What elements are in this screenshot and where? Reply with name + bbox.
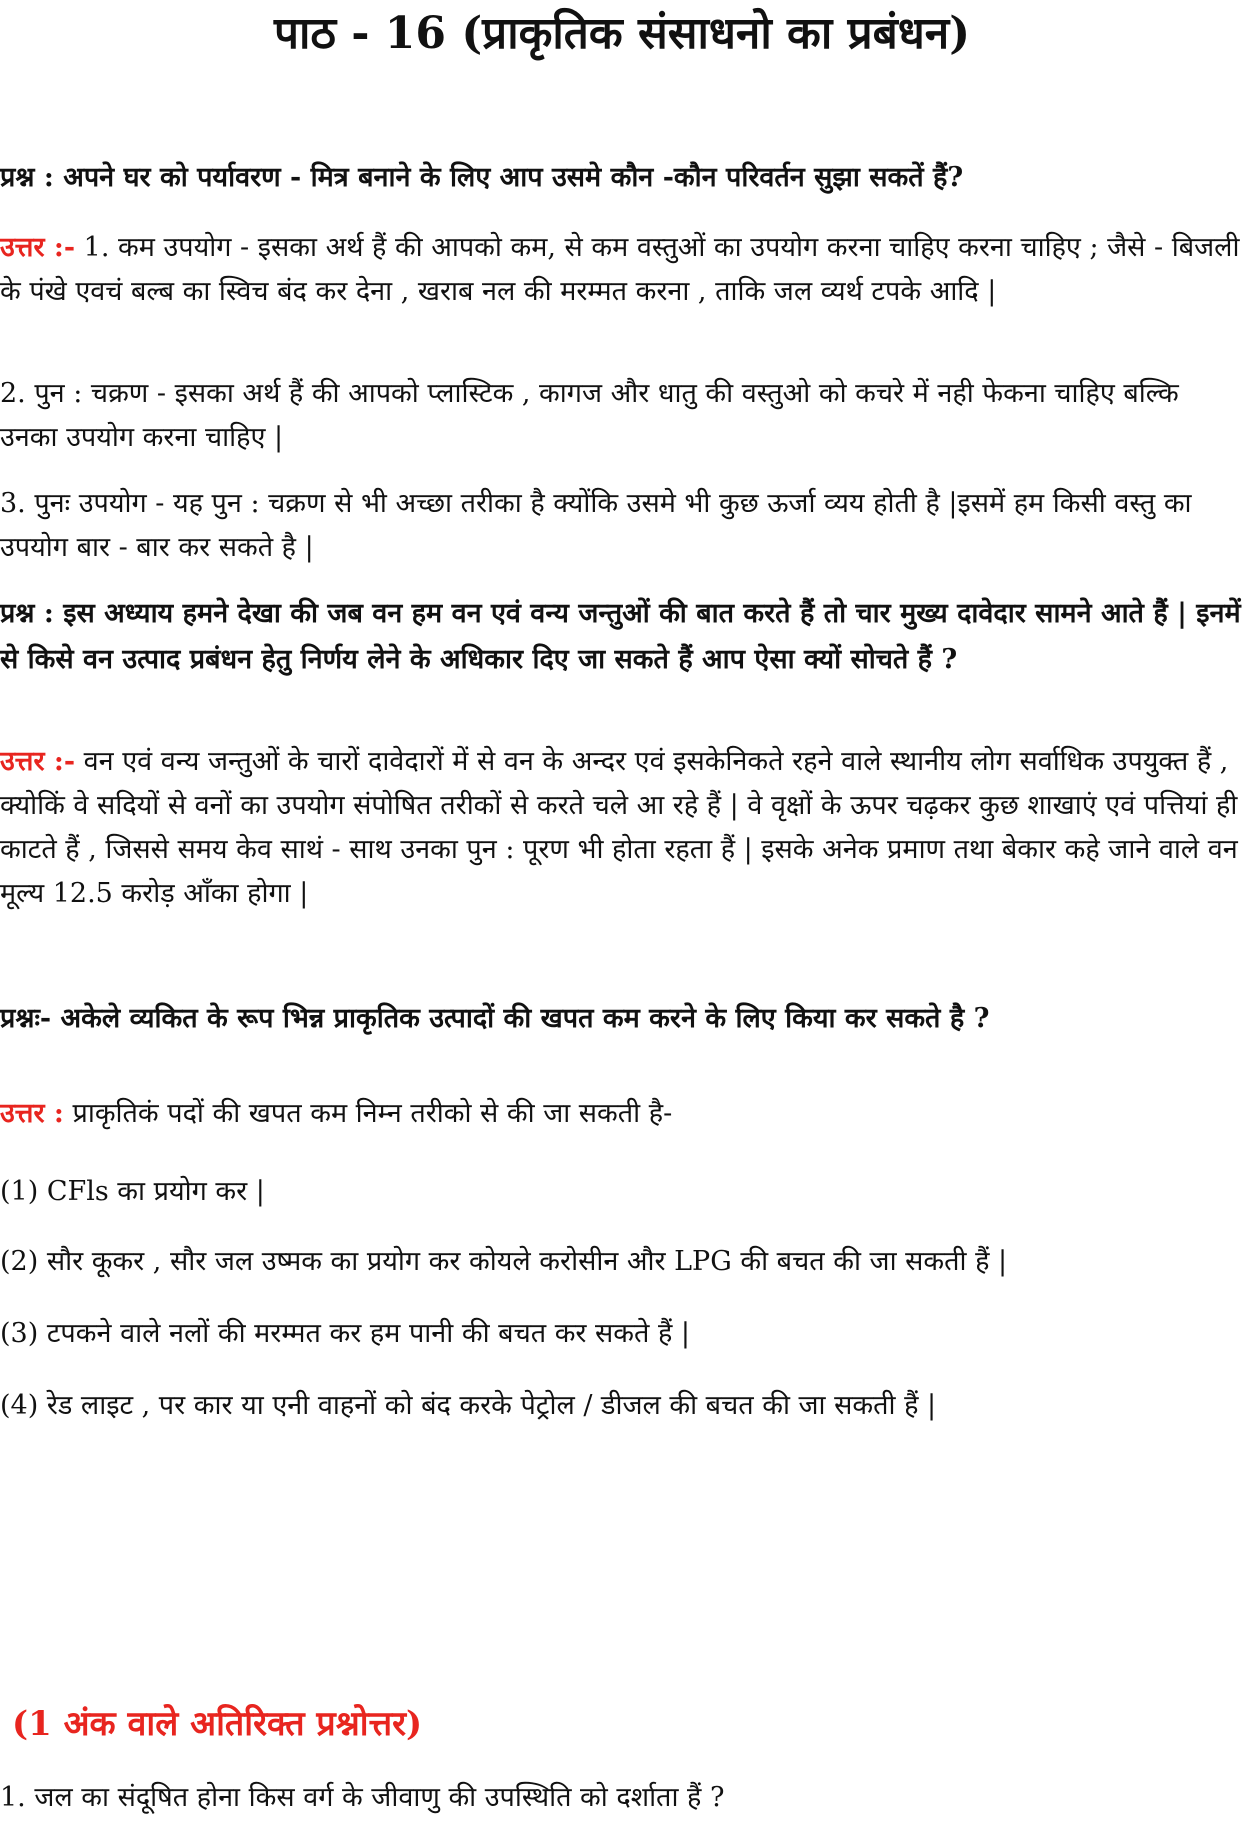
question-2: प्रश्न : इस अध्याय हमने देखा की जब वन हम वन एवं वन्य जन्तुओं की बात करते हैं तो चार मुख्य दावेदार सामने आते हैं | इनमें से किसे वन उत्पाद प्रबंधन हेतु निर्णय लेने के अधिकार दिए जा सकते हैं आप ऐसा क्यों सोचते हैं ?: [0, 598, 1241, 675]
answer-1-para-3: 3. पुनः उपयोग - यह पुन : चक्रण से भी अच्छा तरीका है क्योंकि उसमे भी कुछ ऊर्जा व्यय होती है |इसमें हम किसी वस्तु का उपयोग बार - बार कर सकते है |: [0, 488, 1192, 563]
answer-3: [0, 1092, 1244, 1136]
question-3: प्रश्नः- अकेले व्यकित के रूप भिन्न प्राकृतिक उत्पादों की खपत कम करने के लिए किया कर सकते है ?: [0, 1003, 990, 1034]
answer-2-text: वन एवं वन्य जन्तुओं के चारों दावेदारों में से वन के अन्दर एवं इसकेनिकते रहने वाले स्थानीय लोग सर्वाधिक उपयुक्त हैं , क्योकिं वे सदियों से वनों का उपयोग संपोषित तरीकों से करते चले आ रहे हैं | वे वृक्षों के ऊपर चढ़कर कुछ शाखाएं एवं पत्तियां ही काटते हैं , जिससे समय केव साथं - साथ उनका पुन : पूरण भी होता रहता हैं | इसके अनेक प्रमाण तथा बेकार कहे जाने वाले वन मूल्य 12.5 करोड़ आँका होगा |: [0, 746, 1238, 909]
extra-question-1: 1. जल का संदूषित होना किस वर्ग के जीवाणु की उपस्थिति को दर्शाता हैं ?: [0, 1782, 725, 1813]
answer-1-para-2: 2. पुन : चक्रण - इसका अर्थ हैं की आपको प्लास्टिक , कागज और धातु की वस्तुओ को कचरे में नही फेकना चाहिए बल्कि उनका उपयोग करना चाहिए |: [0, 378, 1179, 453]
answer-3-point-2: (2) सौर कूकर , सौर जल उष्मक का प्रयोग कर कोयले करोसीन और LPG की बचत की जा सकती हैं |: [0, 1246, 1008, 1277]
answer-3-point-3: (3) टपकने वाले नलों की मरम्मत कर हम पानी की बचत कर सकते हैं |: [0, 1318, 691, 1349]
answer-3-text: प्राकृतिकं पदों की खपत कम निम्न तरीको से की जा सकती है-: [63, 1098, 673, 1129]
answer-label: उत्तर :: [0, 1098, 64, 1129]
answer-3-point-4: (4) रेड लाइट , पर कार या एनी वाहनों को बंद करके पेट्रोल / डीजल की बचत की जा सकती हैं |: [0, 1390, 937, 1421]
answer-1-para-1: [0, 226, 1244, 314]
question-1: प्रश्न : अपने घर को पर्यावरण - मित्र बनाने के लिए आप उसमे कौन -कौन परिवर्तन सुझा सकतें हैं?: [0, 162, 964, 193]
answer-3-point-1: (1) CFls का प्रयोग कर |: [0, 1176, 265, 1207]
answer-label: उत्तर :-: [0, 232, 76, 263]
extra-questions-heading: (1 अंक वाले अतिरिक्त प्रश्नोत्तर): [12, 1704, 423, 1744]
answer-2: [0, 740, 1244, 916]
answer-1-text-1: 1. कम उपयोग - इसका अर्थ हैं की आपको कम, से कम वस्तुओं का उपयोग करना चाहिए करना चाहिए ; जैसे - बिजली के पंखे एवचं बल्ब का स्विच बंद कर देना , खराब नल की मरम्मत करना , ताकि जल व्यर्थ टपके आदि |: [0, 232, 1240, 307]
page-title: पाठ - 16 (प्राकृतिक संसाधनो का प्रबंधन): [273, 8, 971, 59]
answer-label: उत्तर :-: [0, 746, 76, 777]
